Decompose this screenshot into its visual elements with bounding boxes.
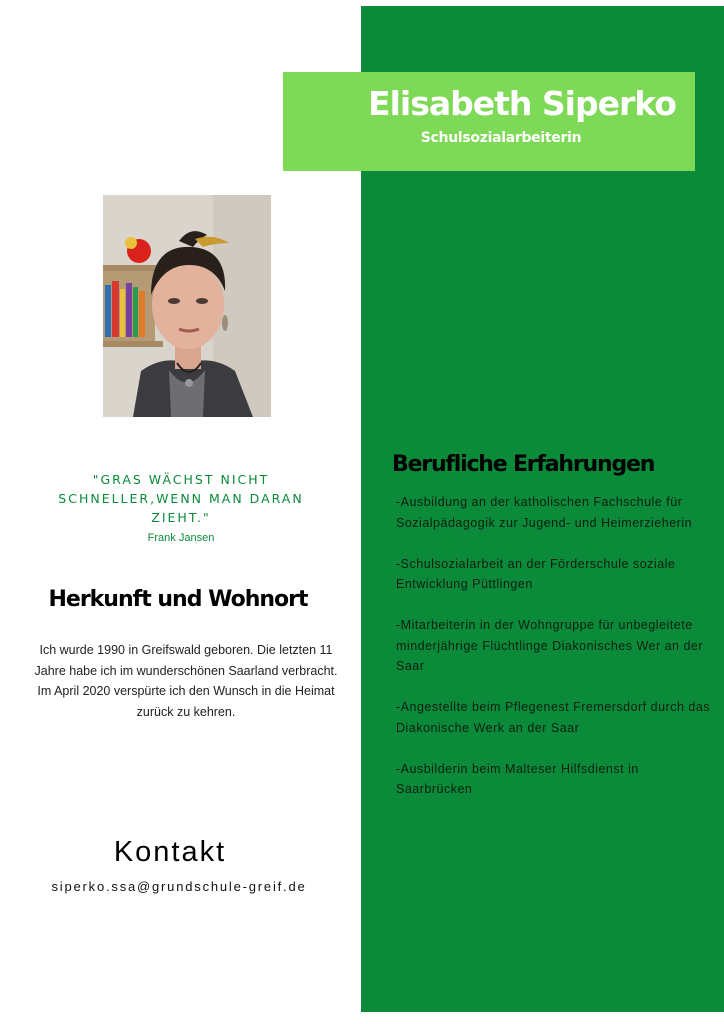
profile-photo: [103, 195, 271, 417]
experience-item: -Ausbilderin beim Malteser Hilfsdienst in Saarbrücken: [396, 761, 639, 796]
portrait-image: [103, 195, 271, 417]
quote-text: "GRAS WÄCHST NICHT SCHNELLER,WENN MAN DARAN ZIEHT.": [58, 472, 304, 525]
experience-list: [396, 492, 714, 820]
origin-text: Ich wurde 1990 in Greifswald geboren. Die letzten 11 Jahre habe ich im wunderschönen Saarland verbracht. Im April 2020 verspürte ich den Wunsch in die Heimat zurück zu kehren.: [34, 643, 338, 719]
person-name: Elisabeth Siperko: [368, 84, 676, 123]
person-role: Schulsozialarbeiterin: [420, 130, 582, 146]
contact-email[interactable]: siperko.ssa@grundschule-greif.de: [51, 879, 307, 894]
experience-item: -Schulsozialarbeit an der Förderschule soziale Entwicklung Püttlingen: [396, 556, 676, 591]
experience-item: -Angestellte beim Pflegenest Fremersdorf durch das Diakonische Werk an der Saar: [396, 700, 711, 735]
experience-item: -Mitarbeiterin in der Wohngruppe für unbegleitete minderjährige Flüchtlinge Diakonisches Wer an der Saar: [396, 618, 704, 673]
name-banner: [283, 72, 695, 171]
experience-item: -Ausbildung an der katholischen Fachschule für Sozialpädagogik zur Jugend- und Heimerzieherin: [396, 495, 693, 530]
quote-author: Frank Jansen: [147, 532, 215, 544]
experience-heading: Berufliche Erfahrungen: [392, 452, 655, 477]
origin-heading: Herkunft und Wohnort: [48, 587, 308, 612]
contact-heading: Kontakt: [113, 836, 227, 868]
